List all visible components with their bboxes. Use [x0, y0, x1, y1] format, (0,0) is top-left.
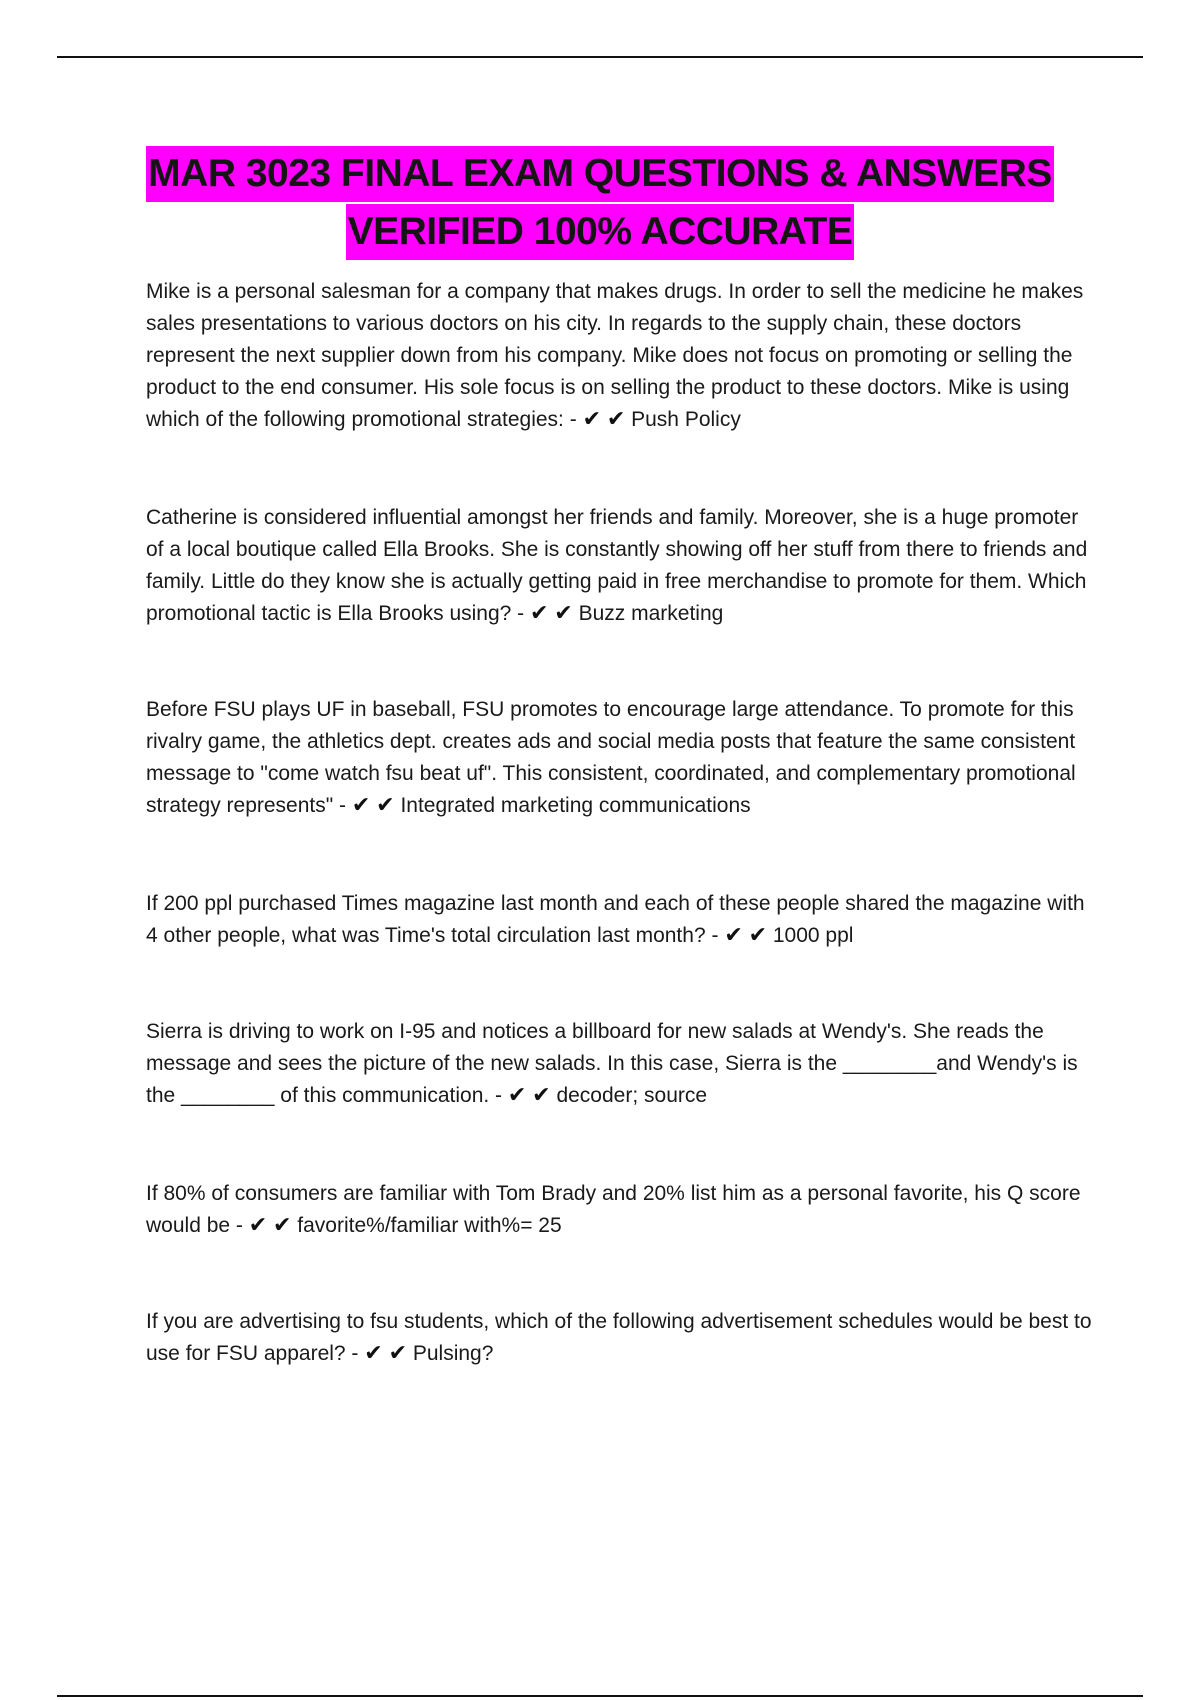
check-icon: ✔ — [554, 601, 573, 626]
title-line-2: VERIFIED 100% ACCURATE — [346, 204, 855, 260]
qa-item — [146, 694, 1096, 822]
answer-text: Integrated marketing communications — [400, 794, 751, 817]
qa-item — [146, 276, 1096, 436]
qa-item — [146, 888, 1096, 952]
check-icon: ✔ — [582, 407, 601, 432]
header-rule — [57, 56, 1143, 58]
answer-text: Pulsing? — [412, 1342, 494, 1365]
answer-text: favorite%/familiar with%= 25 — [297, 1214, 562, 1237]
answer-text: Push Policy — [631, 408, 741, 431]
answer-text: 1000 ppl — [772, 924, 854, 947]
question-text: Mike is a personal salesman for a company that makes drugs. In order to sell the medicine he makes sales presentations to various doctors on his city. In regards to the supply chain, these doctors represent the next supplier down from his company. Mike does not focus on promoting or selling the product to the end consumer. His sole focus is on selling the product to these doctors. Mike is using which of the following promotional strategies: - — [146, 280, 1084, 431]
question-text: If you are advertising to fsu students, which of the following advertisement schedules would be best to use for FSU apparel? - — [146, 1310, 1092, 1365]
check-icon: ✔ — [532, 1083, 551, 1108]
check-icon: ✔ — [748, 923, 768, 948]
check-icon: ✔ — [507, 1083, 527, 1108]
title-line-1: MAR 3023 FINAL EXAM QUESTIONS & ANSWERS — [146, 146, 1054, 202]
qa-item — [146, 1306, 1096, 1370]
check-icon: ✔ — [606, 407, 626, 432]
check-icon: ✔ — [273, 1213, 292, 1238]
qa-list — [146, 276, 1096, 1370]
qa-item — [146, 502, 1096, 630]
footer-rule — [57, 1695, 1143, 1697]
check-icon: ✔ — [351, 793, 371, 818]
answer-text: decoder; source — [556, 1084, 708, 1107]
page-title — [0, 146, 1200, 262]
question-text: If 80% of consumers are familiar with Tom Brady and 20% list him as a personal favorite, his Q score would be - — [146, 1182, 1081, 1237]
question-text: Catherine is considered influential amongst her friends and family. Moreover, she is a huge promoter of a local boutique called Ella Brooks. She is constantly showing off her stuff from there to friends and family. Little do they know she is actually getting paid in free merchandise to promote for them. Which promotional tactic is Ella Brooks using? - — [146, 506, 1088, 625]
qa-item — [146, 1016, 1096, 1112]
check-icon: ✔ — [724, 923, 743, 948]
qa-item — [146, 1178, 1096, 1242]
check-icon: ✔ — [388, 1341, 407, 1366]
check-icon: ✔ — [364, 1341, 383, 1366]
check-icon: ✔ — [248, 1213, 268, 1238]
answer-text: Buzz marketing — [578, 602, 724, 625]
check-icon: ✔ — [376, 793, 395, 818]
question-text: If 200 ppl purchased Times magazine last month and each of these people shared the magazine with 4 other people, what was Time's total circulation last month? - — [146, 892, 1085, 947]
check-icon: ✔ — [530, 601, 549, 626]
question-text: Before FSU plays UF in baseball, FSU promotes to encourage large attendance. To promote for this rivalry game, the athletics dept. creates ads and social media posts that feature the same consistent message to "come watch fsu beat uf". This consistent, coordinated, and complementary promotional strategy represents" - — [146, 698, 1076, 817]
question-text: Sierra is driving to work on I-95 and notices a billboard for new salads at Wendy's. She reads the message and sees the picture of the new salads. In this case, Sierra is the ________and Wendy's is the ________ of this communication. - — [146, 1020, 1078, 1107]
